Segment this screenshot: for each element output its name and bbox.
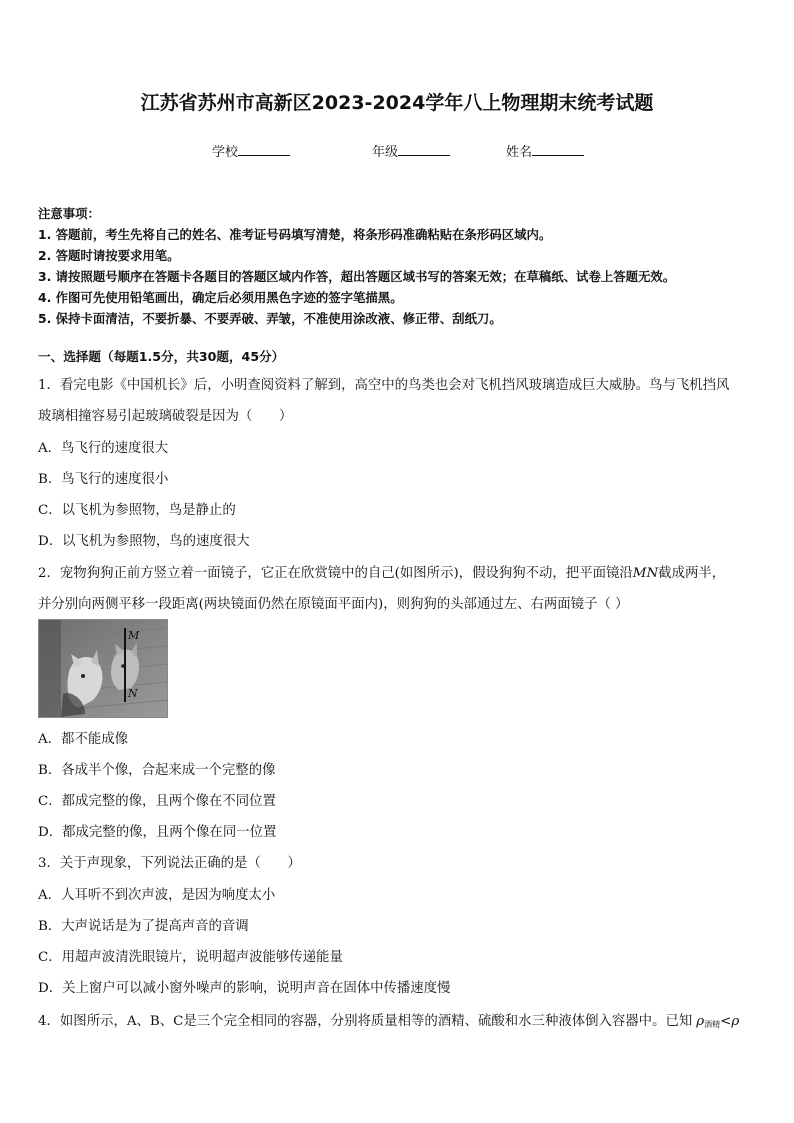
notes-block	[38, 203, 675, 329]
name-field	[506, 141, 584, 160]
question-4-line-1	[38, 1010, 739, 1030]
grade-field	[372, 141, 450, 160]
question-2-option-d: D．都成完整的像，且两个像在同一位置	[38, 825, 277, 840]
dog-mirror-illustration	[39, 620, 167, 717]
question-2-line-1	[38, 562, 725, 581]
notes-heading: 注意事项：	[38, 206, 100, 221]
rho-symbol-2: ρ	[731, 1014, 740, 1029]
question-4-text: 4．如图所示，A、B、C是三个完全相同的容器，分别将质量相等的酒精、硫酸和水三种液体倒入容器中。已知	[38, 1014, 693, 1029]
mn-label: MN	[632, 566, 659, 581]
rho-symbol: ρ	[696, 1014, 705, 1029]
note-item: 1. 答题前，考生先将自己的姓名、准考证号码填写清楚，将条形码准确粘贴在条形码区域内。	[38, 227, 552, 242]
question-3-option-b: B．大声说话是为了提高声音的音调	[38, 919, 249, 934]
question-1-option-c: C．以飞机为参照物，鸟是静止的	[38, 503, 236, 518]
question-2-text-a: 2．宠物狗狗正前方竖立着一面镜子，它正在欣赏镜中的自己(如图所示)，假设狗狗不动，把平面镜沿	[38, 566, 633, 581]
question-3-line-1: 3．关于声现象，下列说法正确的是（ ）	[38, 856, 301, 871]
grade-label: 年级	[372, 145, 399, 160]
question-3-option-a: A．人耳听不到次声波，是因为响度太小	[38, 888, 276, 903]
note-item: 2. 答题时请按要求用笔。	[38, 248, 180, 263]
mirror-label-m: M	[128, 629, 140, 642]
question-3-option-d: D．关上窗户可以减小窗外噪声的影响，说明声音在固体中传播速度慢	[38, 981, 451, 996]
question-1-option-a: A．鸟飞行的速度很大	[38, 441, 169, 456]
question-2-text-b: 截成两半，	[658, 566, 726, 581]
note-item: 4. 作图可先使用铅笔画出，确定后必须用黑色字迹的签字笔描黑。	[38, 290, 403, 305]
question-1-line-1: 1．看完电影《中国机长》后，小明查阅资料了解到，高空中的鸟类也会对飞机挡风玻璃造成巨大威胁。鸟与飞机挡风	[38, 378, 730, 393]
question-1-line-2: 玻璃相撞容易引起玻璃破裂是因为（ ）	[38, 409, 293, 424]
less-than-symbol: <	[720, 1014, 732, 1029]
question-1-option-d: D．以飞机为参照物，鸟的速度很大	[38, 534, 250, 549]
rho-subscript: 酒精	[704, 1020, 721, 1029]
section-heading: 一、选择题（每题1.5分，共30题，45分）	[38, 349, 285, 364]
mirror-label-n: N	[128, 687, 138, 700]
school-label: 学校	[212, 145, 239, 160]
question-2-option-c: C．都成完整的像，且两个像在不同位置	[38, 794, 276, 809]
question-2-option-a: A．都不能成像	[38, 732, 129, 747]
name-label: 姓名	[506, 145, 533, 160]
page-title: 江苏省苏州市高新区2023-2024学年八上物理期末统考试题	[140, 92, 654, 114]
note-item: 3. 请按照题号顺序在答题卡各题目的答题区域内作答，超出答题区域书写的答案无效；在草稿纸、试卷上答题无效。	[38, 269, 676, 284]
name-blank	[532, 145, 584, 156]
note-item: 5. 保持卡面清洁，不要折暴、不要弄破、弄皱，不准使用涂改液、修正带、刮纸刀。	[38, 311, 502, 326]
question-2-line-2: 并分别向两侧平移一段距离(两块镜面仍然在原镜面平面内)，则狗狗的头部通过左、右两面镜子（ ）	[38, 597, 629, 612]
question-3-option-c: C．用超声波清洗眼镜片，说明超声波能够传递能量	[38, 950, 343, 965]
grade-blank	[398, 145, 450, 156]
dog-mirror-photo	[38, 619, 168, 718]
question-2-option-b: B．各成半个像，合起来成一个完整的像	[38, 763, 276, 778]
school-blank	[238, 145, 290, 156]
school-field	[212, 141, 290, 160]
question-1-option-b: B．鸟飞行的速度很小	[38, 472, 169, 487]
